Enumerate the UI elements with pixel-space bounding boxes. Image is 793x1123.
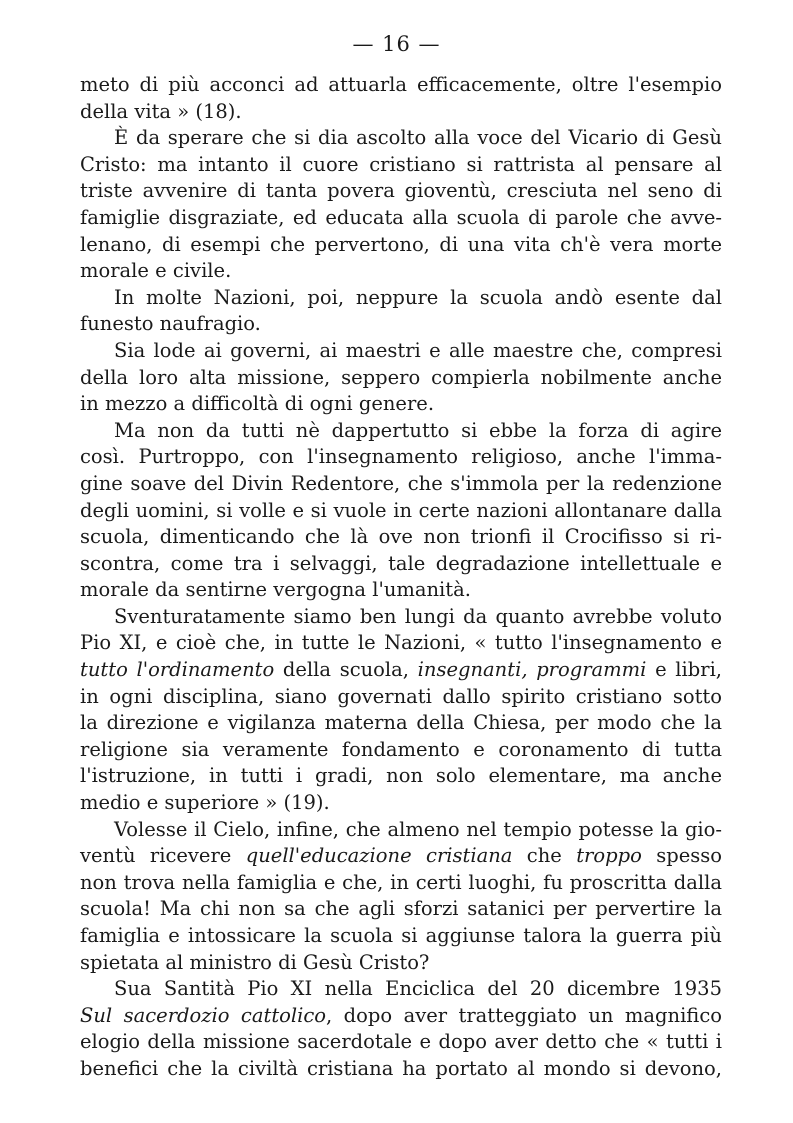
text-line: non trova nella famiglia e che, in certi luoghi, fu proscritta dalla [80, 870, 722, 894]
text-line: della loro alta missione, seppero compierla nobilmente anche [80, 365, 722, 389]
text-line: medio e superiore » (19). [80, 791, 330, 815]
text-line: in ogni disciplina, siano governati dallo spirito cristiano sotto [80, 684, 722, 708]
text-line: Sua Santità Pio XI nella Enciclica del 20 dicembre 1935 [114, 977, 722, 1001]
text-line: benefici che la civiltà cristiana ha portato al mondo si devono, [80, 1056, 722, 1080]
text-line: scuola! Ma chi non sa che agli sforzi satanici per pervertire la [80, 897, 722, 921]
text-line: È da sperare che si dia ascolto alla voce del Vicario di Gesù [114, 126, 722, 150]
text-line: meto di più acconci ad attuarla efficacemente, oltre l'esempio [80, 73, 722, 96]
text-line: triste avvenire di tanta povera gioventù, cresciuta nel seno di [80, 179, 722, 203]
text-line: degli uomini, si volle e si vuole in certe nazioni allontanare dalla [80, 498, 722, 522]
text-line: Ma non da tutti nè dappertutto si ebbe la forza di agire [114, 418, 722, 442]
text-line: scuola, dimenticando che là ove non trionfi il Crocifisso si ri- [80, 525, 722, 549]
page-number: — 16 — [352, 32, 441, 56]
text-line: così. Purtroppo, con l'insegnamento religioso, anche l'imma- [80, 445, 722, 469]
text-line: morale e civile. [80, 259, 232, 283]
text-line: famiglie disgraziate, ed educata alla scuola di parole che avve- [80, 205, 722, 229]
text-line: ventù ricevere quell'educazione cristiana che troppo spesso [80, 844, 722, 868]
text-line: della vita » (18). [80, 99, 242, 123]
text-line: In molte Nazioni, poi, neppure la scuola andò esente dal [114, 285, 722, 309]
text-line: tutto l'ordinamento della scuola, insegnanti, programmi e libri, [80, 658, 722, 682]
text-line: gine soave del Divin Redentore, che s'immola per la redenzione [80, 471, 722, 495]
text-line: Sventuratamente siamo ben lungi da quanto avrebbe voluto [114, 604, 722, 628]
text-line: lenano, di esempi che pervertono, di una vita ch'è vera morte [80, 232, 722, 256]
body-text [80, 72, 722, 1083]
text-line: la direzione e vigilanza materna della Chiesa, per modo che la [80, 711, 722, 735]
text-line: Cristo: ma intanto il cuore cristiano si rattrista al pensare al [80, 152, 722, 176]
text-line: in mezzo a difficoltà di ogni genere. [80, 392, 435, 416]
text-line: Pio XI, e cioè che, in tutte le Nazioni, « tutto l'insegnamento e [80, 631, 722, 655]
text-line: Sul sacerdozio cattolico, dopo aver tratteggiato un magnifico [80, 1003, 722, 1027]
text-line: Sia lode ai governi, ai maestri e alle maestre che, compresi [114, 338, 722, 362]
text-line: Volesse il Cielo, infine, che almeno nel tempio potesse la gio- [114, 817, 722, 841]
text-line: spietata al ministro di Gesù Cristo? [80, 950, 430, 974]
text-line: morale da sentirne vergogna l'umanità. [80, 578, 471, 602]
text-line: funesto naufragio. [80, 312, 261, 336]
text-line: famiglia e intossicare la scuola si aggiunse talora la guerra più [80, 924, 722, 947]
text-line: scontra, come tra i selvaggi, tale degradazione intellettuale e [80, 551, 722, 575]
text-line: religione sia veramente fondamento e coronamento di tutta [80, 737, 722, 761]
text-line: l'istruzione, in tutti i gradi, non solo elementare, ma anche [80, 764, 722, 788]
text-line: elogio della missione sacerdotale e dopo aver detto che « tutti i [80, 1030, 722, 1054]
